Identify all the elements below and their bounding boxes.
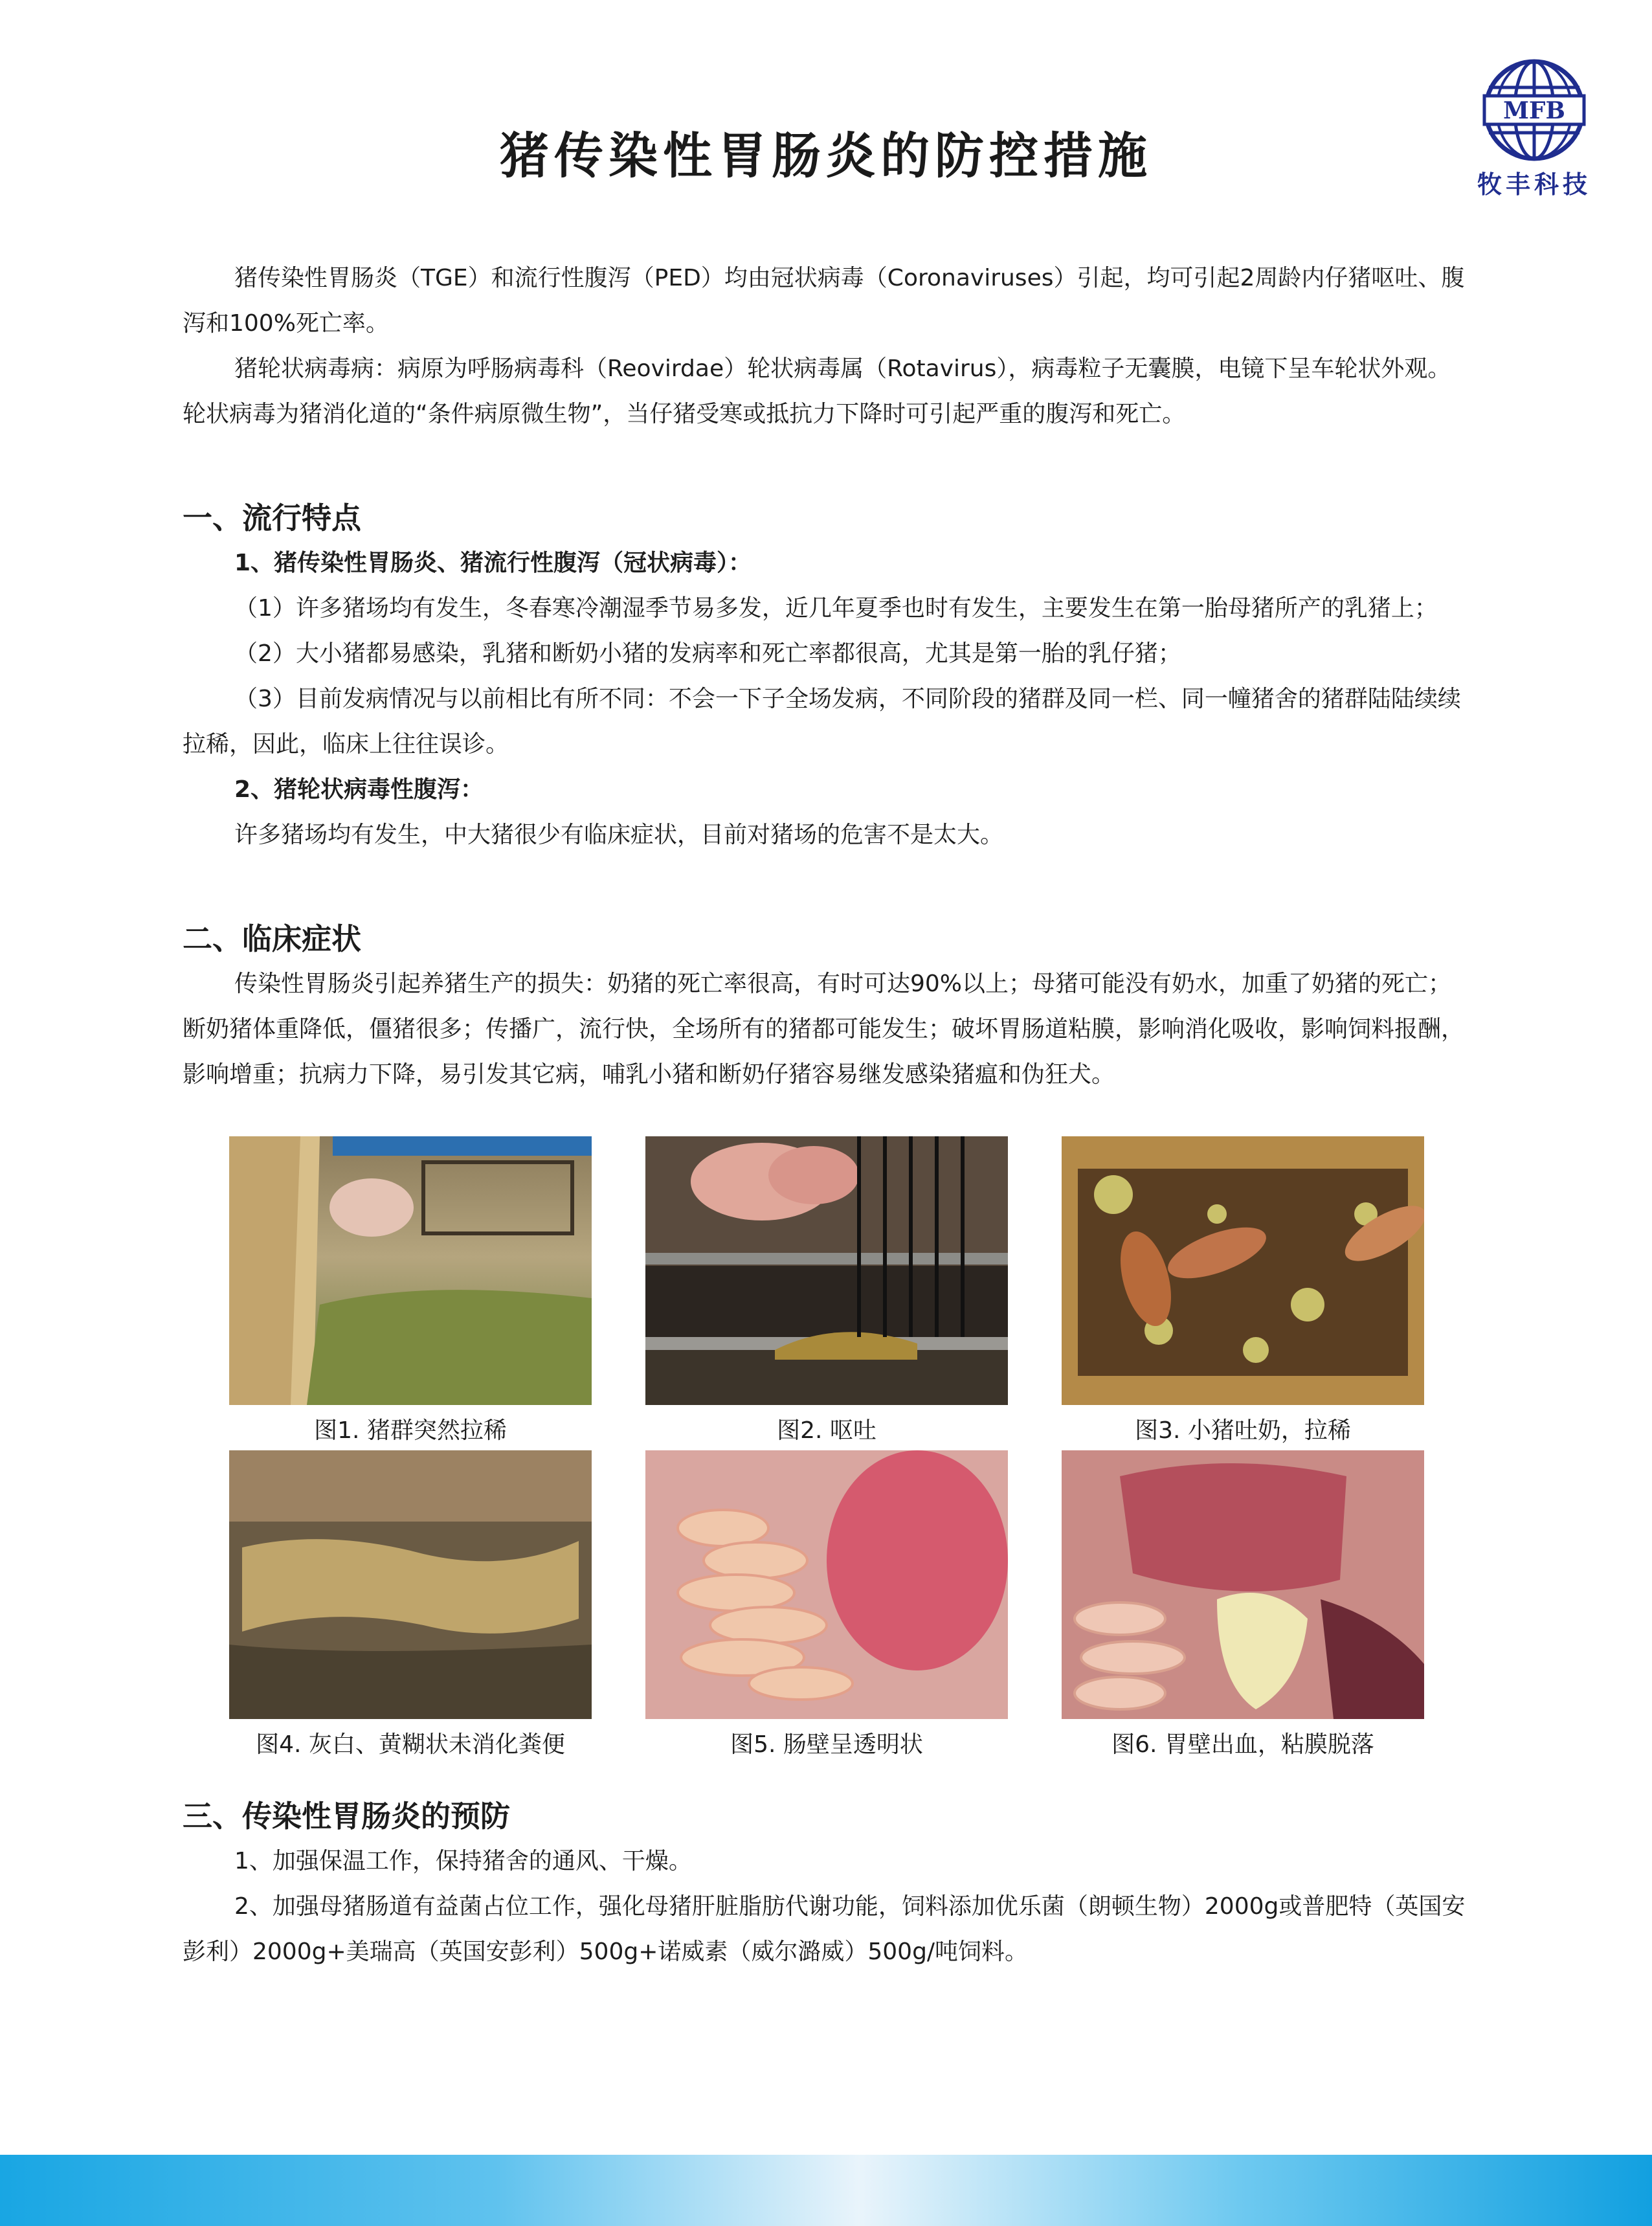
list-item: （3）目前发病情况与以前相比有所不同：不会一下子全场发病，不同阶段的猪群及同一栏、同一幢猪舍的猪群陆陆续续拉稀，因此，临床上往往误诊。 xyxy=(183,686,1461,758)
figure-1-photo xyxy=(229,1136,592,1405)
figure-caption: 图4. 灰白、黄糊状未消化粪便 xyxy=(256,1731,565,1758)
figure-5-photo xyxy=(645,1450,1008,1719)
footer-gradient-bar xyxy=(0,2155,1652,2226)
figure-4-photo xyxy=(229,1450,592,1719)
intro-paragraph-2: 猪轮状病毒病：病原为呼肠病毒科（Reovirdae）轮状病毒属（Rotavirus），病毒粒子无囊膜，电镜下呈车轮状外观。轮状病毒为猪消化道的“条件病原微生物”，当仔猪受寒或抵抗力下降时可引起严重的腹泻和死亡。 xyxy=(183,355,1451,427)
list-item: 2、加强母猪肠道有益菌占位工作，强化母猪肝脏脂肪代谢功能，饲料添加优乐菌（朗顿生物）2000g或普肥特（英国安彭利）2000g+美瑞高（英国安彭利）500g+诺威素（威尔潞威）500g/吨饲料。 xyxy=(183,1893,1466,1965)
figure-caption: 图1. 猪群突然拉稀 xyxy=(314,1417,507,1444)
list-item: 1、加强保温工作，保持猪舍的通风、干燥。 xyxy=(234,1848,692,1874)
subheading-rotavirus: 2、猪轮状病毒性腹泻： xyxy=(234,776,484,803)
figure-caption: 图5. 肠壁呈透明状 xyxy=(730,1731,923,1758)
page-title: 猪传染性胃肠炎的防控措施 xyxy=(500,127,1152,185)
figure-caption: 图6. 胃壁出血，粘膜脱落 xyxy=(1111,1731,1374,1758)
figure-6-photo xyxy=(1062,1450,1424,1719)
figure-2-photo xyxy=(645,1136,1008,1405)
document-body xyxy=(183,256,1471,1975)
list-item: （2）大小猪都易感染，乳猪和断奶小猪的发病率和死亡率都很高，尤其是第一胎的乳仔猪； xyxy=(234,640,1181,667)
section-heading-symptoms: 二、临床症状 xyxy=(183,921,361,956)
section-heading-epidemiology: 一、流行特点 xyxy=(183,500,361,535)
subheading-coronavirus: 1、猪传染性胃肠炎、猪流行性腹泻（冠状病毒）： xyxy=(234,550,752,576)
section-heading-prevention: 三、传染性胃肠炎的预防 xyxy=(183,1799,510,1834)
figure-caption: 图2. 呕吐 xyxy=(777,1417,876,1444)
list-item: （1）许多猪场均有发生，冬春寒冷潮湿季节易多发，近几年夏季也时有发生，主要发生在第一胎母猪所产的乳猪上； xyxy=(234,595,1438,622)
rotavirus-paragraph: 许多猪场均有发生，中大猪很少有临床症状，目前对猪场的危害不是太大。 xyxy=(234,822,1004,848)
figure-grid xyxy=(183,1136,1471,1793)
logo-abbr: MFB xyxy=(1503,97,1565,124)
logo-name: 牧丰科技 xyxy=(1477,170,1591,199)
intro-paragraph-1: 猪传染性胃肠炎（TGE）和流行性腹泻（PED）均由冠状病毒（Coronaviruses）引起，均可引起2周龄内仔猪呕吐、腹泻和100%死亡率。 xyxy=(183,265,1465,337)
figure-3-photo xyxy=(1062,1136,1424,1405)
figure-caption: 图3. 小猪吐奶，拉稀 xyxy=(1135,1417,1351,1444)
symptoms-paragraph: 传染性胃肠炎引起养猪生产的损失：奶猪的死亡率很高，有时可达90%以上；母猪可能没有奶水，加重了奶猪的死亡；断奶猪体重降低，僵猪很多；传播广，流行快，全场所有的猪都可能发生；破坏胃肠道粘膜，影响消化吸收，影响饲料报酬，影响增重；抗病力下降，易引发其它病，哺乳小猪和断奶仔猪容易继发感染猪瘟和伪狂犬。 xyxy=(183,971,1465,1088)
